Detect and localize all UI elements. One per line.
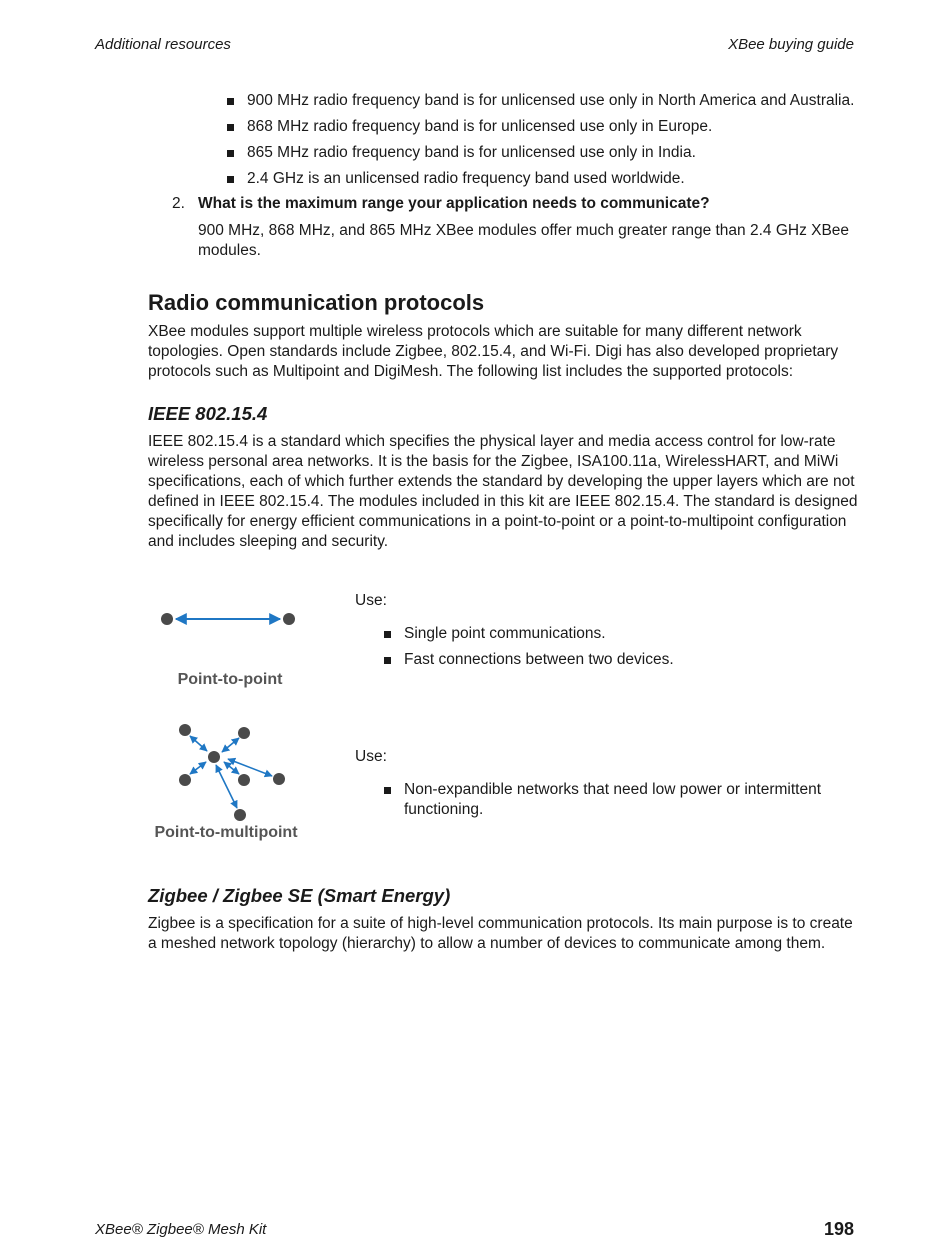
node-icon <box>238 727 250 739</box>
list-item: 2.4 GHz is an unlicensed radio frequency band used worldwide. <box>247 169 887 189</box>
section-heading: Radio communication protocols <box>148 290 485 315</box>
point-to-point-diagram <box>152 600 312 700</box>
ptp-use-list <box>404 624 854 676</box>
point-to-point-label: Point-to-point <box>177 671 283 688</box>
running-header-right: XBee buying guide <box>728 36 854 53</box>
section-intro: XBee modules support multiple wireless protocols which are suitable for many different network topologies. Open standards include Zigbee, 802.15.4, and Wi-Fi. Digi has also developed proprietary protocols such as Multipoint and DigiMesh. The following list includes the supported protocols: <box>148 323 839 380</box>
square-bullet-icon <box>227 98 234 105</box>
list-item: Single point communications. <box>404 624 854 644</box>
running-footer-title: XBee® Zigbee® Mesh Kit <box>95 1221 267 1238</box>
list-item: Non-expandible networks that need low power or intermittent functioning. <box>404 780 854 820</box>
node-icon <box>273 773 285 785</box>
list-item: 868 MHz radio frequency band is for unlicensed use only in Europe. <box>247 117 887 137</box>
square-bullet-icon <box>227 150 234 157</box>
square-bullet-icon <box>384 787 391 794</box>
question-text: What is the maximum range your application needs to communicate? <box>198 195 710 212</box>
page-number: 198 <box>823 1219 854 1239</box>
node-icon <box>179 724 191 736</box>
node-icon <box>238 774 250 786</box>
point-to-multipoint-diagram <box>148 718 318 848</box>
frequency-band-list <box>247 91 887 195</box>
ieee-heading: IEEE 802.15.4 <box>148 403 268 424</box>
square-bullet-icon <box>384 631 391 638</box>
node-icon <box>283 613 295 625</box>
ptp-use-label: Use: <box>355 592 387 609</box>
arrow-icon <box>190 736 207 751</box>
list-item: 900 MHz radio frequency band is for unlicensed use only in North America and Australia. <box>247 91 887 111</box>
list-item: Fast connections between two devices. <box>404 650 854 670</box>
node-icon <box>161 613 173 625</box>
square-bullet-icon <box>227 124 234 131</box>
node-icon <box>234 809 246 821</box>
question-number: 2. <box>172 195 185 212</box>
arrow-icon <box>228 759 272 776</box>
point-to-multipoint-label: Point-to-multipoint <box>154 824 298 841</box>
arrow-icon <box>216 765 237 808</box>
running-header-left: Additional resources <box>95 36 231 53</box>
ptm-use-list <box>404 780 854 820</box>
square-bullet-icon <box>227 176 234 183</box>
ptm-use-label: Use: <box>355 748 387 765</box>
arrow-icon <box>190 762 206 774</box>
ieee-paragraph: IEEE 802.15.4 is a standard which specifies the physical layer and media access control for low-rate wireless personal area networks. It is the basis for the Zigbee, ISA100.11a, WirelessHART, and MiWi specifications, each of which further extends the standard by developing the upper layers which are not defined in IEEE 802.15.4. The modules included in this kit are IEEE 802.15.4. The standard is designed specifically for energy efficient communications in a point-to-point or a point-to-multipoint configuration and includes sleeping and security. <box>148 433 858 550</box>
square-bullet-icon <box>384 657 391 664</box>
zigbee-heading: Zigbee / Zigbee SE (Smart Energy) <box>148 885 451 906</box>
question-answer: 900 MHz, 868 MHz, and 865 MHz XBee modules offer much greater range than 2.4 GHz XBee modules. <box>198 222 850 259</box>
hub-node-icon <box>208 751 220 763</box>
arrow-icon <box>224 762 239 774</box>
zigbee-paragraph: Zigbee is a specification for a suite of high-level communication protocols. Its main purpose is to create a meshed network topology (hierarchy) to allow a number of devices to communicate among them. <box>148 915 853 952</box>
list-item: 865 MHz radio frequency band is for unlicensed use only in India. <box>247 143 887 163</box>
arrow-icon <box>222 738 239 752</box>
node-icon <box>179 774 191 786</box>
